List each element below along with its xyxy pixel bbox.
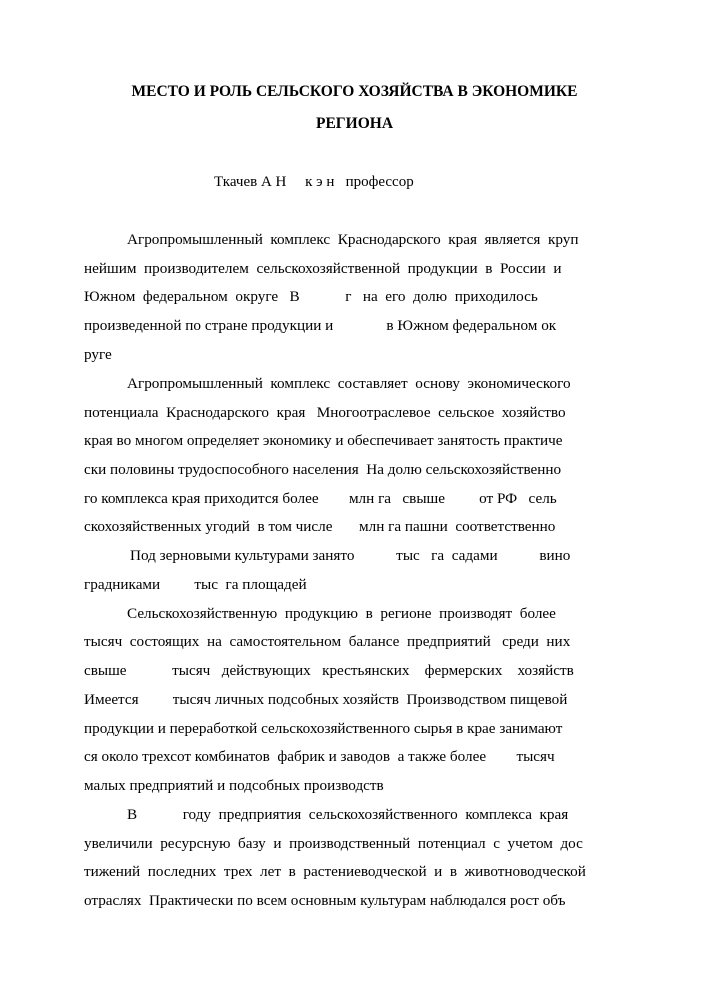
body-line: края во многом определяет экономику и обеспечивает занятость практиче <box>84 432 563 449</box>
body-line: Сельскохозяйственную продукцию в регионе производят более <box>127 605 556 622</box>
body-line: нейшим производителем сельскохозяйственной продукции в России и <box>84 260 562 277</box>
body-line: В году предприятия сельскохозяйственного комплекса края <box>127 806 569 823</box>
author-line: Ткачев А Н к э н профессор <box>214 174 414 190</box>
body-line: ски половины трудоспособного населения На долю сельскохозяйственно <box>84 461 562 478</box>
body-line: произведенной по стране продукции и в Южном федеральном ок <box>84 317 557 334</box>
body-line: руге <box>84 346 112 363</box>
paper-title-line-1: МЕСТО И РОЛЬ СЕЛЬСКОГО ХОЗЯЙСТВА В ЭКОНОМИКЕ <box>131 83 578 100</box>
body-line: Под зерновыми культурами занято тыс га садами вино <box>130 547 571 564</box>
body-line: ся около трехсот комбинатов фабрик и заводов а также более тысяч <box>84 748 555 765</box>
body-line: Южном федеральном округе В г на его долю приходилось <box>84 288 538 305</box>
body-line: градниками тыс га площадей <box>84 576 307 593</box>
body-line: отраслях Практически по всем основным культурам наблюдался рост объ <box>84 892 566 909</box>
paper-title-line-2: РЕГИОНА <box>315 115 394 132</box>
body-line: потенциала Краснодарского края Многоотраслевое сельское хозяйство <box>84 404 566 421</box>
body-line: продукции и переработкой сельскохозяйственного сырья в крае занимают <box>84 720 563 737</box>
body-line: тысяч состоящих на самостоятельном балансе предприятий среди них <box>84 633 571 650</box>
body-line: увеличили ресурсную базу и производственный потенциал с учетом дос <box>84 835 583 852</box>
body-line: Имеется тысяч личных подсобных хозяйств Производством пищевой <box>84 691 568 708</box>
body-line: го комплекса края приходится более млн га свыше от РФ сель <box>84 490 557 507</box>
body-line: Агропромышленный комплекс составляет основу экономического <box>127 375 571 392</box>
body-line: малых предприятий и подсобных производств <box>84 777 384 794</box>
body-line: Агропромышленный комплекс Краснодарского края является круп <box>127 231 579 248</box>
body-line: скохозяйственных угодий в том числе млн га пашни соответственно <box>84 518 556 535</box>
body-line: тижений последних трех лет в растениеводческой и в животноводческой <box>84 863 586 880</box>
body-line: свыше тысяч действующих крестьянских фермерских хозяйств <box>84 662 574 679</box>
